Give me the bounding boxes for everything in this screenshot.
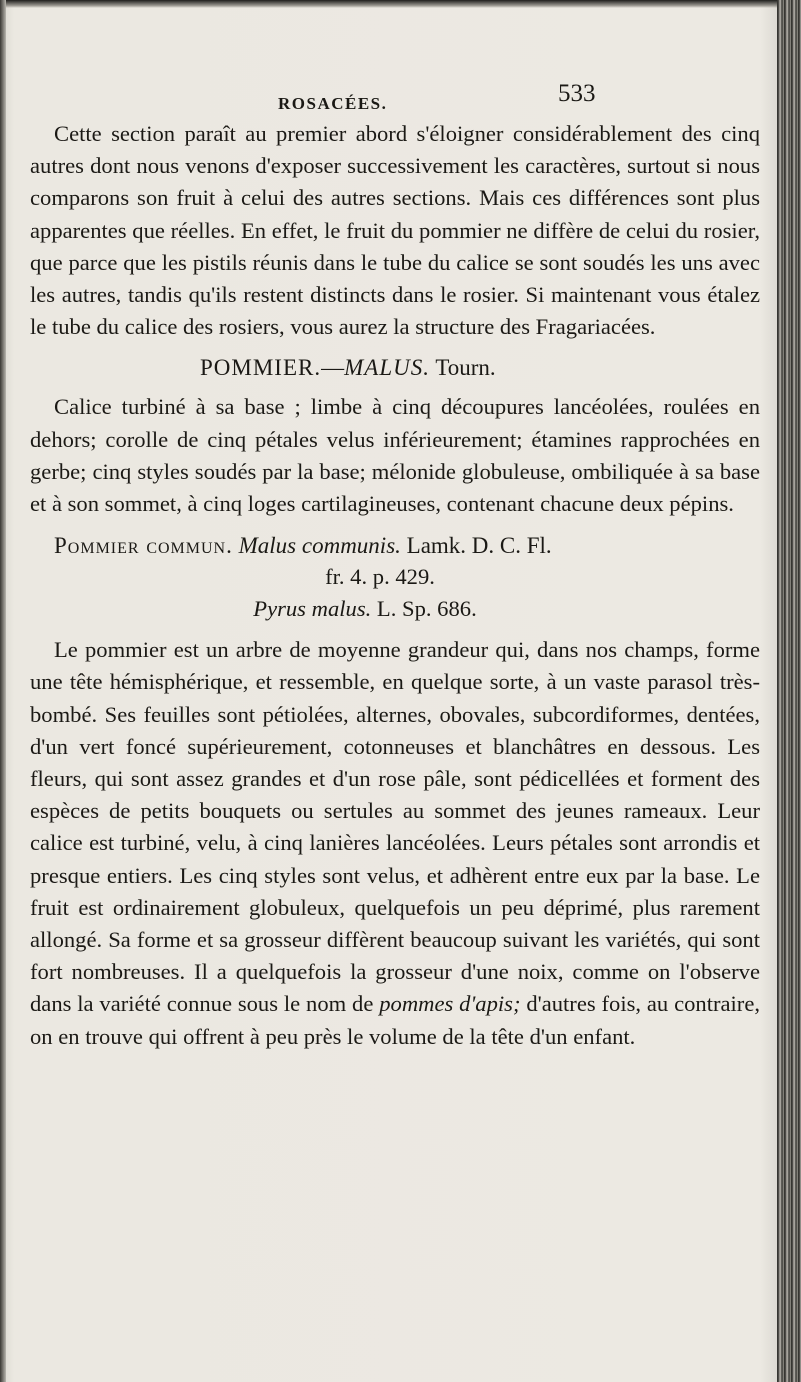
species-synonym	[30, 592, 760, 626]
intro-paragraph: Cette section paraît au premier abord s'éloigner considérablement des cinq autres dont nous venons d'exposer successivement les caractères, surtout si nous comparons son fruit à celui des autres sections. Mais ces différences sont plus apparentes que réelles. En effet, le fruit du pommier ne diffère de celui du rosier, que parce que les pistils réunis dans le tube du calice se sont soudés les uns avec les autres, tandis qu'ils restent distincts dans le rosier. Si maintenant vous étalez le tube du calice des rosiers, vous aurez la structure des Fragariacées.	[30, 121, 760, 340]
species-common-name: Pommier commun.	[54, 533, 233, 559]
page-header	[30, 72, 760, 112]
species-latin-name: Malus communis.	[238, 533, 401, 559]
genus-heading	[30, 351, 760, 385]
page-top-edge	[0, 0, 801, 8]
synonym-reference: L. Sp. 686.	[376, 596, 477, 622]
description-italic-term: pommes d'apis;	[379, 991, 521, 1017]
species-reference: fr. 4. p. 429.	[325, 564, 435, 590]
genus-description: Calice turbiné à sa base ; limbe à cinq découpures lancéolées, roulées en dehors; corolle de cinq pétales velus inférieurement; étamines rapprochées en gerbe; cinq styles soudés par la base; mélonide globuleuse, ombiliquée à sa base et à son sommet, à cinq loges cartilagineuses, contenant chacune deux pépins.	[30, 394, 760, 517]
synonym-latin-name: Pyrus malus.	[253, 596, 372, 622]
description-text-end: d'autres fois, au contraire, on en trouve qui offrent à peu près le volume de la tête d'un enfant.	[30, 991, 761, 1049]
running-title: ROSACÉES.	[278, 94, 388, 113]
genus-latin-name: MALUS.	[344, 355, 430, 381]
page-text	[30, 72, 760, 1053]
species-description	[30, 634, 760, 1053]
species-heading	[30, 530, 760, 562]
book-binding-edge	[777, 0, 801, 1382]
description-text: Le pommier est un arbre de moyenne grandeur qui, dans nos champs, forme une tête hémisphérique, et ressemble, en quelque sorte, à un vaste parasol très-bombé. Ses feuilles sont pétiolées, alternes, obovales, subcordiformes, dentées, d'un vert foncé supérieurement, cotonneuses et blanchâtres en dessous. Les fleurs, qui sont assez grandes et d'un rose pâle, sont pédicellées et forment des espèces de petits bouquets ou sertules au sommet des jeunes rameaux. Leur calice est turbiné, velu, à cinq lanières lancéolées. Leurs pétales sont arrondis et presque entiers. Les cinq styles sont velus, et adhèrent entre eux par la base. Le fruit est ordinairement globuleux, quelquefois un peu déprimé, plus rarement allongé. Sa forme et sa grosseur diffèrent beaucoup suivant les variétés, qui sont fort nombreuses. Il a quelquefois la grosseur d'une noix, comme on l'observe dans la variété connue sous le nom de	[30, 637, 760, 1017]
genus-dash: —	[321, 355, 345, 381]
genus-authority: Tourn.	[435, 355, 496, 381]
page-number: 533	[558, 80, 596, 107]
species-authority: Lamk. D. C. Fl.	[406, 533, 552, 559]
page-left-edge	[0, 0, 6, 1382]
genus-name: POMMIER.	[200, 355, 322, 381]
